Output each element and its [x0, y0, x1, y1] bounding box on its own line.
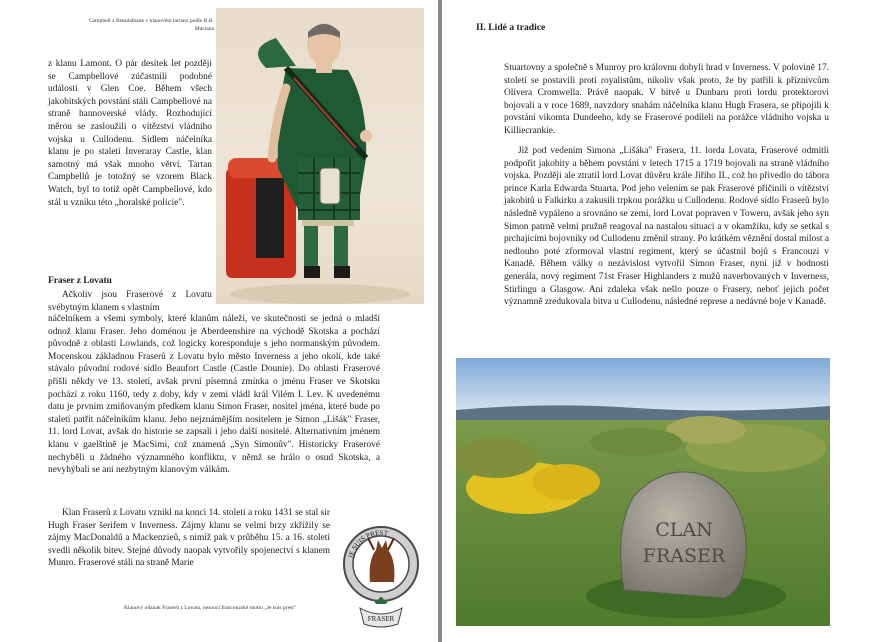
landscape-illustration [456, 358, 830, 626]
section-heading-fraser: Fraser z Lovatu [48, 276, 112, 286]
clan-crest-badge [340, 520, 422, 630]
right-page [442, 0, 874, 642]
crest-caption: Klanový odznak Fraserů z Lovatu, nesoucí francouzské motto „Je suis prest" [124, 605, 297, 611]
text-paragraph-fraser-start: Ačkoliv jsou Fraserové z Lovatu svébytným klanem s vlastním [48, 290, 212, 313]
portrait-illustration [216, 8, 424, 304]
crest-name: FRASER [367, 615, 395, 623]
stone-inscription-line1: CLAN [655, 519, 713, 541]
chapter-running-head: II. Lidé a tradice [476, 22, 546, 33]
crest-illustration [340, 520, 422, 630]
text-paragraph-fraser-body: náčelníkem a všemi symboly, které klanům náleží, ve skutečnosti se jedná o mladší odnož klanu Fraser. Jeho doménou je Aberdeenshire na východě Skotska a pochází původně z oblasti Lowlands, což logicky koresponduje s jeho normanským původem. Mocenskou základnou Fraserů z Lovatu bylo město Inverness a jeho okolí, kde také stávalo původní rodové sídlo Beaufort Castle (Castle Dounie). Do oblasti Fraserové přišli někdy ve 13. století, avšak první písemná zmínka o jménu Fraser ve Skotsku pochází z roku 1160, tedy z doby, kdy v zemi vládl král Vilém I. Lev. K uvedenému datu je prvním zmiňovaným předkem klanu Simon Fraser, nositel jména, které bude po staletí patřit náčelníkům klanu. Jeho nejznámějším nositelem je Simon „Lišák" Fraser, 11. lord Lovat, avšak do historie se zapsali i jeho další nositelé. Alternativním jménem klanu v gaelštině je MacSimi, což znamená „Syn Simonův". Historicky Fraserové nechyběli u žádného významného konfliktu, v němž se hrálo o osud Skotska, a nevyhýbali se ani nezbytným klanovým válkám. [48, 314, 380, 476]
text-paragraph-simon-lovat: Již pod vedením Simona „Lišáka" Frasera, 11. lorda Lovata, Fraserové odmítli podpořit jakobity a během povstání v letech 1715 a 1719 bojovali na straně vládního vojska. Později ale ztratil lord Lovat důvěru krále Jiřího II., což ho přivedlo do tábora prince Karla Edwarda Stuarta. Pod jeho velením se pak Fraserové přičinili o vítězství jakobitů u Falkirku a zakusili trpkou porážku u Cullodenu. Rodové sídlo Fraserů bylo následně vypáleno a srovnáno se zemí, lord Lovat popraven v Toweru, avšak jeho syn Simon patrně velmi pružně reagoval na nastalou situaci a v okamžiku, kdy se setkal s prchajícími bojovníky od Cullodenu změnil strany. Po krátkém věznění dostal milost a nedlouho poté zformoval vlastní regiment, který se účastnil bojů s Francouzi v Kanadě. Během války o nezávislost vytvořil Simon Fraser, nyní již v hodnosti generála, nový regiment 71st Fraser Highlanders z mužů naverbovaných v Inverness, Stirlingu a Glasgow. Ani zdaleka však nešlo pouze o Frasery, neboť jejich počet významně zredukovala bitva u Cullodenu, následné represe a nedávné boje v Kanadě. [504, 146, 829, 308]
crest-motto: JE SUIS PREST [346, 528, 389, 560]
text-paragraph-clan-origin: Klan Fraserů z Lovatu vznikl na konci 14. století a roku 1431 se stal sir Hugh Fraser šerifem v Inverness. Zájmy klanu se velmi brzy zkřížily se zájmy MacDonaldů a Mackenzieů, s nimiž pak v průběhu 15. a 16. století svedli několik bitev. Stejné důvody naopak vytvořily spojenectví s klanem Munro. Fraserové stáli na straně Marie [48, 508, 330, 569]
portrait-caption: Campbell z Breadalbane v klanovém tartanu podle R.R. Maclana [88, 18, 214, 32]
clan-fraser-stone-photo [456, 358, 830, 626]
text-paragraph-stuart: Stuartovny a společně s Munroy pro královnu dobyli hrad v Inverness. V polovině 17. století se postavili proti royalistům, nikoliv však proto, že by patřili k příznivcům Olivera Cromwella. Právě naopak. V bitvě u Dunbaru proti lordu protektorovi bojovali a v roce 1689, navzdory snahám náčelníka klanu Hugh Frasera, se připojili k povstání vikomta Dundeeho, kdy se Fraserové podíleli na porážce vládního vojska u Killiecrankie. [504, 63, 829, 136]
highlander-portrait-image [216, 8, 424, 304]
text-column-intro: z klanu Lamont. O pár desítek let později se Campbellové zúčastnili podobné události v Glen Coe. Během všech jakobitských povstání stáli Campbellové na straně hannoverské vlády. Rozhodující měrou se zasloužili o vítězství vládního vojska u Cullodenu. Sídlem náčelníka klanu je po staletí Inveraray Castle, klan samotný má však mnoho větví. Tartan Campbellů je totožný se vzorem Black Watch, byl to totiž opět Campbellové, kdo stál u vzniku této „horalské policie". [48, 59, 212, 208]
stone-inscription-line2: FRASER [642, 545, 726, 567]
